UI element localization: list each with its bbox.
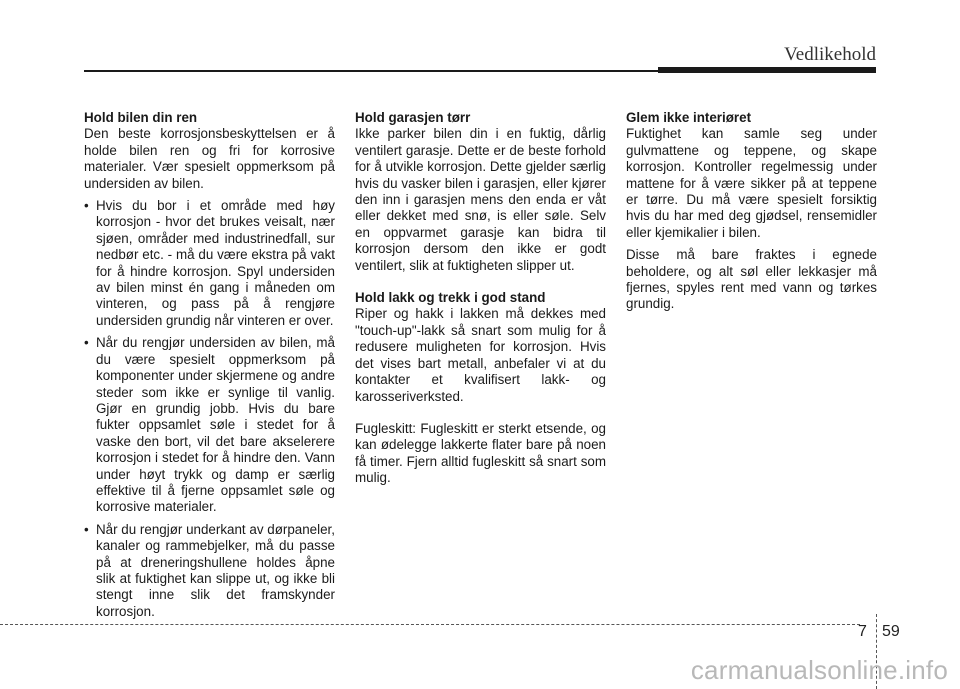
column-2 xyxy=(355,110,606,493)
paragraph: Fugleskitt: Fugleskitt er sterkt etsende, og kan ødelegge lakkerte flater bare på noen få timer. Fjern alltid fugleskitt så snart som mulig. xyxy=(355,420,606,486)
paragraph: Den beste korrosjonsbeskyttelsen er å holde bilen ren og fri for korrosive materialer. Vær spesielt oppmerksom på undersiden av bilen. xyxy=(84,126,335,191)
section-heading: Hold bilen din ren xyxy=(84,110,198,125)
bullet-icon: • xyxy=(84,198,89,214)
list-item-text: Når du rengjør undersiden av bilen, må du være spesielt oppmerksom på komponenter under skjermene og andre steder som ikke er synlige til vanlig. Gjør en grundig jobb. Hvis du bare fukter oppsamlet søle i stedet for å vaske den bort, vil det bare akselerere korrosjon i stedet for å hindre den. Vann under høyt trykk og damp er særlig effektive til å fjerne oppsamlet søle og korrosive materialer. xyxy=(96,335,335,515)
list-item xyxy=(84,522,335,620)
list-item xyxy=(84,335,335,515)
paragraph: Fuktighet kan samle seg under gulvmattene og teppene, og skape korrosjon. Kontroller regelmessig under mattene for å være sikker på at teppene er tørre. Du må være spesielt forsiktig hvis du har med deg gjødsel, rensemidler eller kjemikalier i bilen. xyxy=(626,126,877,240)
paragraph: Riper og hakk i lakken må dekkes med "touch-up"-lakk så snart som mulig for å redusere muligheten for korrosjon. Hvis det vises bart metall, anbefaler vi at du kontakter et kvalifisert lakk- og karosseriverksted. xyxy=(355,306,606,404)
section-heading: Glem ikke interiøret xyxy=(626,110,752,125)
column-1 xyxy=(84,110,335,626)
chapter-number: 7 xyxy=(858,623,867,640)
section-heading: Hold lakk og trekk i god stand xyxy=(355,290,546,306)
footer-rule xyxy=(0,624,860,625)
paragraph: Disse må bare fraktes i egnede beholdere, og alt søl eller lekkasjer må fjernes, spyles rent med vann og tørkes grundig. xyxy=(626,247,877,312)
column-3 xyxy=(626,110,877,319)
page-number: 59 xyxy=(882,623,900,640)
watermark: carmanualsonline.info xyxy=(690,655,948,685)
bullet-icon: • xyxy=(84,521,89,537)
list-item-text: Hvis du bor i et område med høy korrosjon - hvor det brukes veisalt, nær sjøen, områder med industrinedfall, sur nedbør etc. - må du være ekstra på vakt for å hindre korrosjon. Spyl undersiden av bilen minst én gang i måneden om vinteren, og pass på å rengjøre undersiden grundig når vinteren er over. xyxy=(96,198,335,328)
page-header-title: Vedlikehold xyxy=(784,44,876,65)
bullet-icon: • xyxy=(84,335,89,351)
paragraph: Ikke parker bilen din i en fuktig, dårlig ventilert garasje. Dette er de beste forhold for å utvikle korrosjon. Dette gjelder særlig hvis du vasker bilen i garasjen, eller kjører den inn i garasjen mens den enda er våt eller dekket med snø, is eller søle. Selv en oppvarmet garasje kan bidra til korrosjon dersom den ikke er godt ventilert, slik at fuktigheten slipper ut. xyxy=(355,126,606,273)
section-heading: Hold garasjen tørr xyxy=(355,110,471,125)
list-item xyxy=(84,198,335,329)
list-item-text: Når du rengjør underkant av dørpaneler, kanaler og rammebjelker, må du passe på at dreneringshullene holdes åpne slik at fuktighet kan slippe ut, og ikke bli stengt inne slik det framskynder korrosjon. xyxy=(96,521,335,619)
header-bar xyxy=(658,67,876,73)
header-rule xyxy=(84,70,658,72)
